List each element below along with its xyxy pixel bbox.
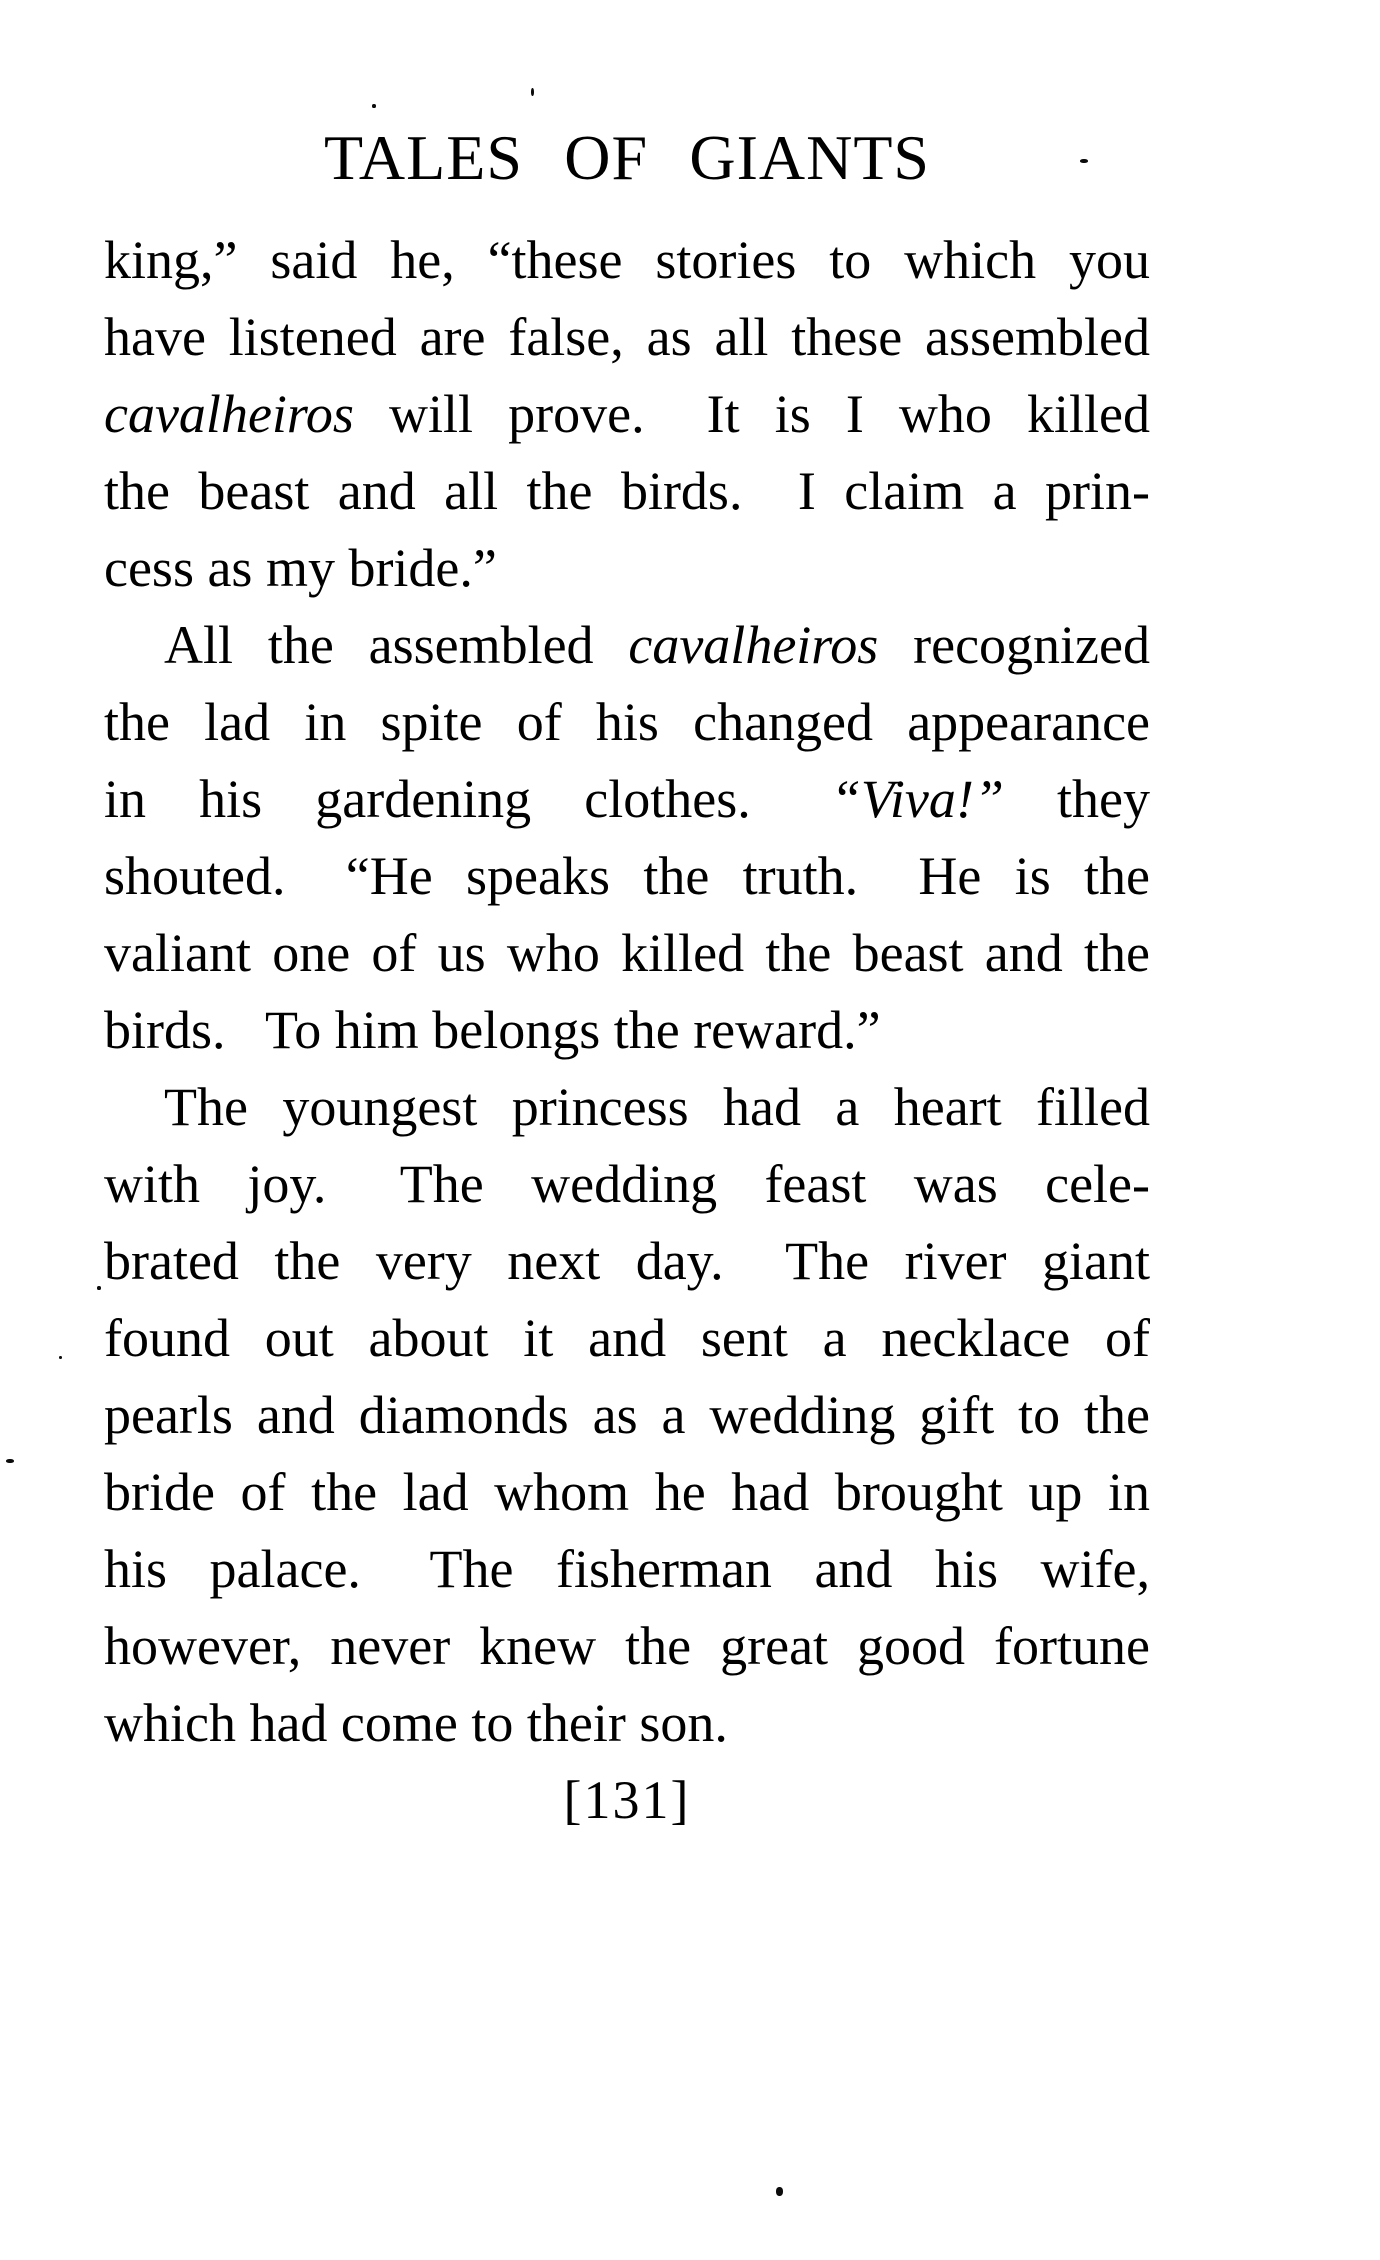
text-run: in his gardening clothes. bbox=[104, 769, 831, 829]
text-line bbox=[104, 684, 1150, 761]
text-run: bride of the lad whom he had brought up in bbox=[104, 1462, 1150, 1522]
text-run: All the assembled bbox=[164, 615, 629, 675]
text-run: will prove. It is I who killed bbox=[353, 384, 1150, 444]
text-line bbox=[104, 1685, 1150, 1762]
scan-speck bbox=[59, 1356, 62, 1359]
text-run: brated the very next day. The river giant bbox=[104, 1231, 1150, 1291]
scan-speck bbox=[372, 104, 376, 108]
text-line bbox=[104, 376, 1150, 453]
text-run: pearls and diamonds as a wedding gift to the bbox=[104, 1385, 1150, 1445]
text-line bbox=[104, 1377, 1150, 1454]
scan-speck bbox=[531, 88, 534, 96]
text-line bbox=[104, 299, 1150, 376]
text-line bbox=[104, 915, 1150, 992]
italic-text-run: cavalheiros bbox=[104, 384, 354, 444]
italic-text-run: cavalheiros bbox=[628, 615, 879, 675]
text-line bbox=[104, 607, 1150, 684]
text-run: birds. To him belongs the reward.” bbox=[104, 1000, 881, 1060]
text-run: the beast and all the birds. I claim a prin- bbox=[104, 461, 1150, 521]
text-run: shouted. “He speaks the truth. He is the bbox=[104, 846, 1150, 906]
text-run: recognized bbox=[878, 615, 1150, 675]
text-line bbox=[104, 530, 1150, 607]
text-line bbox=[104, 222, 1150, 299]
text-run: cess as my bride.” bbox=[104, 538, 497, 598]
text-run: valiant one of us who killed the beast and the bbox=[104, 923, 1150, 983]
text-line bbox=[104, 1146, 1150, 1223]
text-line bbox=[104, 1608, 1150, 1685]
text-run: found out about it and sent a necklace of bbox=[104, 1308, 1150, 1368]
text-run: however, never knew the great good fortune bbox=[104, 1616, 1150, 1676]
text-line bbox=[104, 1300, 1150, 1377]
italic-text-run: “Viva!” bbox=[830, 769, 1004, 829]
text-line bbox=[104, 761, 1150, 838]
scan-speck bbox=[6, 1459, 14, 1463]
text-run: king,” said he, “these stories to which you bbox=[104, 230, 1150, 290]
text-line bbox=[104, 1454, 1150, 1531]
text-run: [131] bbox=[563, 1770, 691, 1830]
body-text bbox=[104, 222, 1150, 1839]
scan-speck bbox=[776, 2187, 783, 2196]
text-run: with joy. The wedding feast was cele- bbox=[104, 1154, 1150, 1214]
text-line bbox=[104, 1069, 1150, 1146]
text-run: they bbox=[1003, 769, 1150, 829]
text-line bbox=[104, 453, 1150, 530]
scan-speck bbox=[97, 1286, 101, 1290]
text-line bbox=[104, 1531, 1150, 1608]
text-run: The youngest princess had a heart filled bbox=[164, 1077, 1150, 1137]
text-line bbox=[104, 838, 1150, 915]
text-line bbox=[104, 1223, 1150, 1300]
page-title: TALES OF GIANTS bbox=[323, 122, 931, 193]
scan-speck bbox=[1080, 159, 1088, 163]
text-run: have listened are false, as all these assembled bbox=[104, 307, 1150, 367]
text-run: the lad in spite of his changed appearance bbox=[104, 692, 1150, 752]
text-line bbox=[104, 992, 1150, 1069]
text-run: which had come to their son. bbox=[104, 1693, 728, 1753]
text-run: his palace. The fisherman and his wife, bbox=[104, 1539, 1150, 1599]
page-number bbox=[104, 1762, 1150, 1839]
